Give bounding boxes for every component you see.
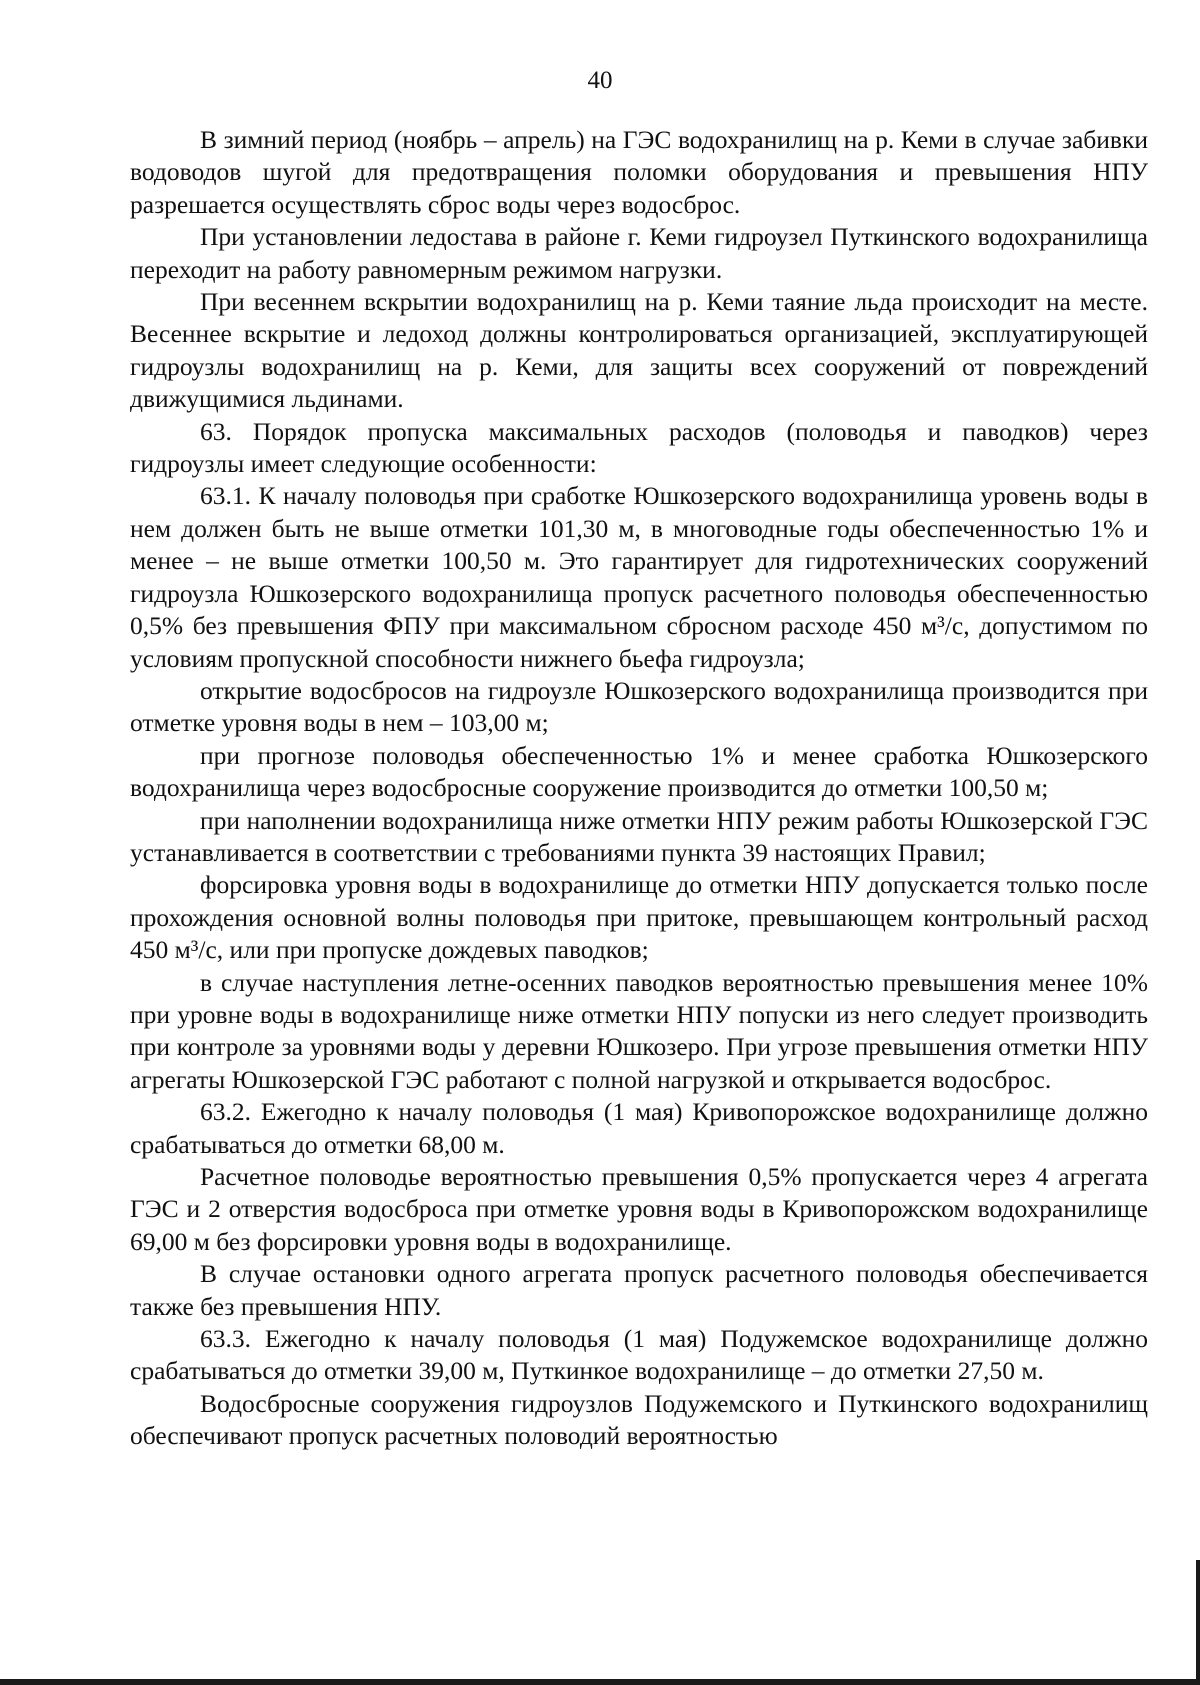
paragraph-spillway-opening: открытие водосбросов на гидроузле Юшкозерского водохранилища производится при отметке уровня воды в нем – 103,00 м; <box>130 675 1148 738</box>
paragraph-ice-cover: При установлении ледостава в районе г. Кеми гидроузел Путкинского водохранилища переходит на работу равномерным режимом нагрузки. <box>130 222 1148 284</box>
document-body <box>130 124 1148 1453</box>
paragraph-summer-autumn-floods: в случае наступления летне-осенних паводков вероятностью превышения менее 10% при уровне воды в водохранилище ниже отметки НПУ попуски из него следует производить при контроле за уровнями воды у деревни Юшкозеро. При угрозе превышения отметки НПУ агрегаты Юшкозерской ГЭС работают с полной нагрузкой и открывается водосброс. <box>130 967 1148 1094</box>
scan-edge-bottom <box>0 1679 1200 1685</box>
paragraph-design-flood: Расчетное половодье вероятностью превышения 0,5% пропускается через 4 агрегата ГЭС и 2 отверстия водосброса при отметке уровня воды в Кривопорожском водохранилище 69,00 м без форсировки уровня воды в водохранилище. <box>130 1162 1148 1256</box>
paragraph-flood-forecast: при прогнозе половодья обеспеченностью 1% и менее сработка Юшкозерского водохранилища через водосбросные сооружение производится до отметки 100,50 м; <box>130 740 1148 803</box>
paragraph-winter-period: В зимний период (ноябрь – апрель) на ГЭС водохранилищ на р. Кеми в случае забивки водоводов шугой для предотвращения поломки оборудования и превышения НПУ разрешается осуществлять сброс воды через водосброс. <box>130 125 1148 219</box>
paragraph-item-63-1: 63.1. К началу половодья при сработке Юшкозерского водохранилища уровень воды в нем должен быть не выше отметки 101,30 м, в многоводные годы обеспеченностью 1% и менее – не выше отметки 100,50 м. Это гарантирует для гидротехнических сооружений гидроузла Юшкозерского водохранилища пропуск расчетного половодья обеспеченностью 0,5% без превышения ФПУ при максимальном сбросном расходе 450 м³/с, допустимом по условиям пропускной способности нижнего бьефа гидроузла; <box>130 481 1148 673</box>
paragraph-spillway-structures: Водосбросные сооружения гидроузлов Подужемского и Путкинского водохранилищ обеспечивают пропуск расчетных половодий вероятностью <box>130 1388 1148 1451</box>
paragraph-item-63-3: 63.3. Ежегодно к началу половодья (1 мая) Подужемское водохранилище должно срабатываться до отметки 39,00 м, Путкинкое водохранилище – до отметки 27,50 м. <box>130 1324 1148 1386</box>
paragraph-unit-stop: В случае остановки одного агрегата пропуск расчетного половодья обеспечивается также без превышения НПУ. <box>130 1259 1148 1321</box>
page-number: 40 <box>587 67 613 94</box>
paragraph-forcing-level: форсировка уровня воды в водохранилище до отметки НПУ допускается только после прохождения основной волны половодья при притоке, превышающем контрольный расход 450 м³/с, или при пропуске дождевых паводков; <box>130 870 1148 965</box>
paragraph-item-63: 63. Порядок пропуска максимальных расходов (половодья и паводков) через гидроузлы имеет следующие особенности: <box>130 416 1148 479</box>
paragraph-spring-opening: При весеннем вскрытии водохранилищ на р. Кеми таяние льда происходит на месте. Весеннее вскрытие и ледоход должны контролироваться организацией, эксплуатирующей гидроузлы водохранилищ на р. Кеми, для защиты всех сооружений от повреждений движущимися льдинами. <box>130 287 1148 414</box>
paragraph-item-63-2: 63.2. Ежегодно к началу половодья (1 мая) Кривопорожское водохранилище должно срабатываться до отметки 68,00 м. <box>130 1097 1148 1159</box>
scan-edge-right <box>1196 1560 1200 1685</box>
paragraph-filling-mode: при наполнении водохранилища ниже отметки НПУ режим работы Юшкозерской ГЭС устанавливается в соответствии с требованиями пункта 39 настоящих Правил; <box>130 805 1148 867</box>
